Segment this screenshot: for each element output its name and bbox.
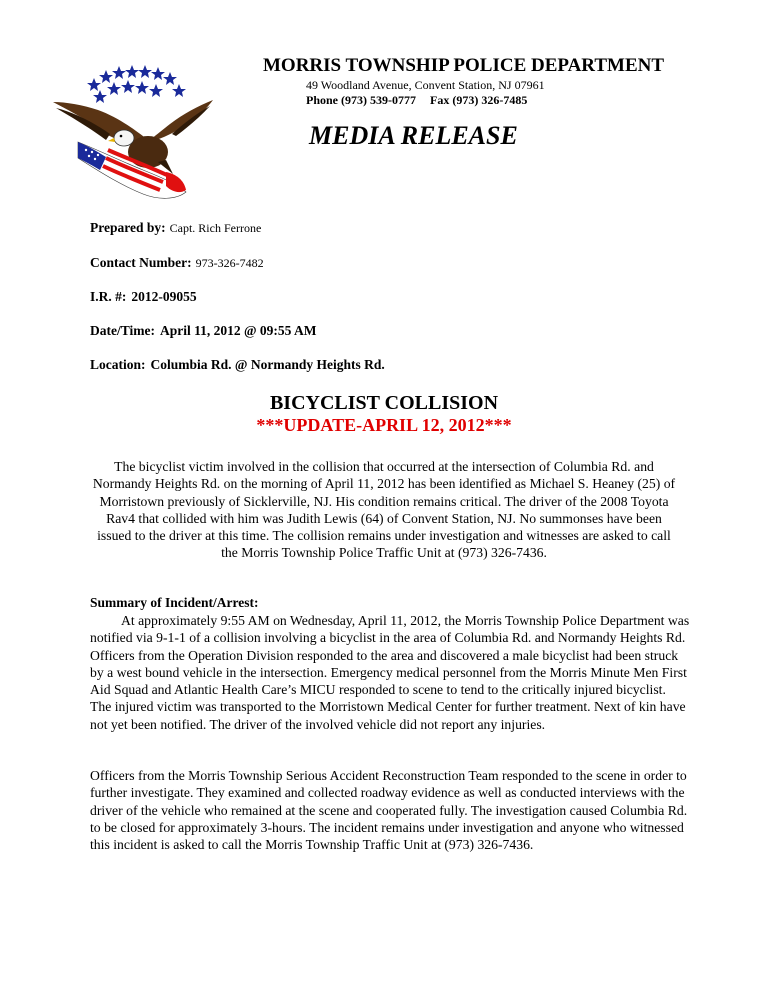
contact-number-label: Contact Number: — [90, 255, 192, 270]
headline-update: ***UPDATE-APRIL 12, 2012*** — [256, 415, 512, 435]
star-icon — [107, 82, 121, 95]
datetime-label: Date/Time: — [90, 323, 155, 338]
star-icon — [151, 67, 165, 80]
summary-label: Summary of Incident/Arrest: — [90, 595, 259, 610]
star-icon — [87, 78, 101, 91]
department-address: 49 Woodland Avenue, Convent Station, NJ 07961 — [306, 78, 545, 92]
star-icon — [135, 81, 149, 94]
datetime-field — [90, 323, 317, 339]
star-icon — [112, 66, 126, 79]
update-paragraph: The bicyclist victim involved in the collision that occurred at the intersection of Columbia Rd. and Normandy Heights Rd. on the morning of April 11, 2012 has been identified as Michael S. Heaney (25) of Morristown previously of Sicklerville, NJ. His condition remains critical. The driver of the 2008 Toyota Rav4 that collided with him was Judith Lewis (64) of Convent Station, NJ. No summonses have been issued to the driver at this time. The collision remains under investigation and witnesses are asked to call the Morris Township Police Traffic Unit at (973) 326-7436. — [92, 459, 676, 561]
star-icon — [163, 72, 177, 85]
location-label: Location: — [90, 357, 146, 372]
ir-number-value: 2012-09055 — [131, 289, 197, 304]
ir-number-label: I.R. #: — [90, 289, 127, 304]
summary-paragraph-1: At approximately 9:55 AM on Wednesday, April 11, 2012, the Morris Township Police Department was notified via 9-1-1 of a collision involving a bicyclist in the area of Columbia Rd. and Normandy Heights Rd. Officers from the Operation Division responded to the area and discovered a male bicyclist had been struck by a west bound vehicle in the intersection. Emergency medical personnel from the Morris Minute Men First Aid Squad and Atlantic Health Care’s MICU responded to scene to tend to the critically injured bicyclist. The injured victim was transported to the Morristown Medical Center for further treatment. Next of kin have not yet been notified. The driver of the involved vehicle did not report any injuries. — [90, 613, 690, 732]
prepared-by-value: Capt. Rich Ferrone — [169, 221, 262, 235]
location-field — [90, 357, 385, 373]
star-icon — [138, 65, 152, 78]
star-icon — [149, 84, 163, 97]
department-name: MORRIS TOWNSHIP POLICE DEPARTMENT — [263, 55, 665, 76]
star-icon — [93, 90, 107, 103]
fax-number: Fax (973) 326-7485 — [430, 93, 528, 107]
prepared-by-field — [90, 220, 261, 236]
star-icon — [172, 84, 186, 97]
ir-number-field — [90, 289, 197, 305]
department-phones — [306, 93, 527, 108]
headline-title: BICYCLIST COLLISION — [269, 392, 499, 414]
location-value: Columbia Rd. @ Normandy Heights Rd. — [150, 357, 385, 372]
media-release-title: MEDIA RELEASE — [309, 121, 518, 150]
contact-number-field — [90, 255, 264, 271]
datetime-value: April 11, 2012 @ 09:55 AM — [159, 323, 317, 338]
eagle-flag-logo-icon — [48, 62, 218, 202]
summary-paragraph-2: Officers from the Morris Township Serious Accident Reconstruction Team responded to the scene in order to further investigate. They examined and collected roadway evidence as well as conducted interviews with the driver of the vehicle who remained at the scene and cooperated fully. The investigation caused Columbia Rd. to be closed for approximately 3-hours. The incident remains under investigation and anyone who witnessed this incident is asked to call the Morris Township Traffic Unit at (973) 326-7436. — [90, 768, 688, 853]
prepared-by-label: Prepared by: — [90, 220, 166, 235]
phone-number: Phone (973) 539-0777 — [306, 93, 416, 107]
star-icon — [121, 80, 135, 93]
star-icon — [125, 65, 139, 78]
contact-number-value: 973-326-7482 — [195, 256, 264, 270]
star-icon — [99, 70, 113, 83]
